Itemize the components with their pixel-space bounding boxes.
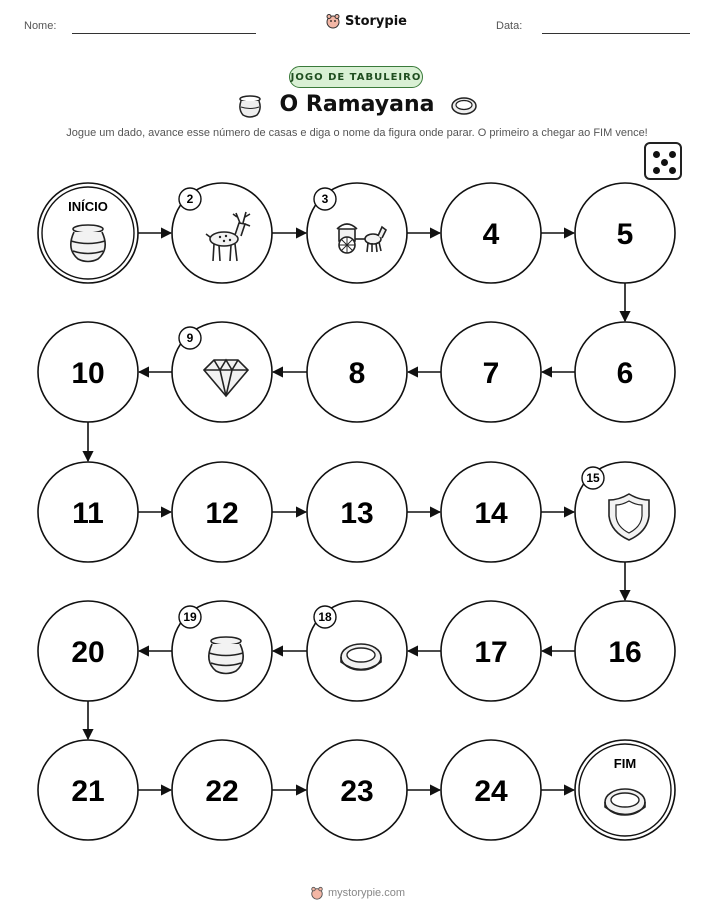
board-cell-4[interactable] — [441, 183, 541, 283]
board-cell-18[interactable] — [307, 601, 407, 701]
date-label: Data: — [496, 20, 523, 32]
cell-label: FIM — [613, 756, 637, 771]
cell-number: 4 — [482, 218, 500, 251]
footer — [310, 886, 405, 900]
cell-number: 23 — [340, 775, 374, 808]
board-cell-16[interactable] — [575, 601, 675, 701]
page-title: O Ramayana — [279, 92, 435, 117]
board-cell-22[interactable] — [172, 740, 272, 840]
board-cell-3[interactable] — [307, 183, 407, 283]
board-cell-9[interactable] — [172, 322, 272, 422]
cell-number: 16 — [608, 636, 642, 669]
cell-number-badge: 3 — [321, 192, 329, 206]
ring-icon — [605, 789, 645, 815]
cell-number: 22 — [205, 775, 239, 808]
cell-number: 13 — [340, 497, 374, 530]
board-cell-24[interactable] — [441, 740, 541, 840]
cell-number: 7 — [482, 357, 500, 390]
board-cells — [38, 183, 675, 840]
footer-url[interactable]: mystorypie.com — [328, 887, 406, 899]
pot-icon — [71, 225, 105, 262]
board-cell-6[interactable] — [575, 322, 675, 422]
cell-number: 21 — [71, 775, 105, 808]
cell-number: 6 — [616, 357, 634, 390]
board-cell-17[interactable] — [441, 601, 541, 701]
cell-number-badge: 2 — [186, 192, 194, 206]
board-cell-1[interactable] — [38, 183, 138, 283]
cell-number: 24 — [474, 775, 508, 808]
cell-number: 10 — [71, 357, 105, 390]
board-cell-8[interactable] — [307, 322, 407, 422]
board-cell-15[interactable] — [575, 462, 675, 562]
cell-number: 12 — [205, 497, 239, 530]
brand-name: Storypie — [345, 13, 407, 29]
board-cell-5[interactable] — [575, 183, 675, 283]
cell-number: 14 — [474, 497, 508, 530]
board-cell-7[interactable] — [441, 322, 541, 422]
cell-number: 8 — [348, 357, 366, 390]
cell-number: 11 — [72, 497, 104, 530]
board-cell-14[interactable] — [441, 462, 541, 562]
board-cell-25[interactable] — [575, 740, 675, 840]
cell-number-badge: 18 — [318, 610, 332, 624]
game-type-badge: JOGO DE TABULEIRO — [289, 66, 423, 88]
cell-number-badge: 9 — [186, 331, 194, 345]
cell-number-badge: 15 — [586, 471, 600, 485]
board-cell-10[interactable] — [38, 322, 138, 422]
board-cell-13[interactable] — [307, 462, 407, 562]
cell-number: 20 — [71, 636, 105, 669]
pot-icon — [209, 637, 243, 674]
board-cell-21[interactable] — [38, 740, 138, 840]
board-cell-11[interactable] — [38, 462, 138, 562]
cell-label: INÍCIO — [68, 199, 108, 214]
board-cell-12[interactable] — [172, 462, 272, 562]
ring-icon — [341, 644, 381, 670]
cell-number-badge: 19 — [183, 610, 197, 624]
cell-number: 17 — [474, 636, 508, 669]
board-cell-20[interactable] — [38, 601, 138, 701]
name-label: Nome: — [24, 20, 57, 32]
board-cell-23[interactable] — [307, 740, 407, 840]
storypie-logo-icon — [310, 886, 324, 900]
board-cell-2[interactable] — [172, 183, 272, 283]
cell-number: 5 — [616, 218, 634, 251]
instructions: Jogue um dado, avance esse número de casas e diga o nome da figura onde parar. O primeiro a chegar ao FIM vence! — [66, 127, 648, 139]
board-cell-19[interactable] — [172, 601, 272, 701]
